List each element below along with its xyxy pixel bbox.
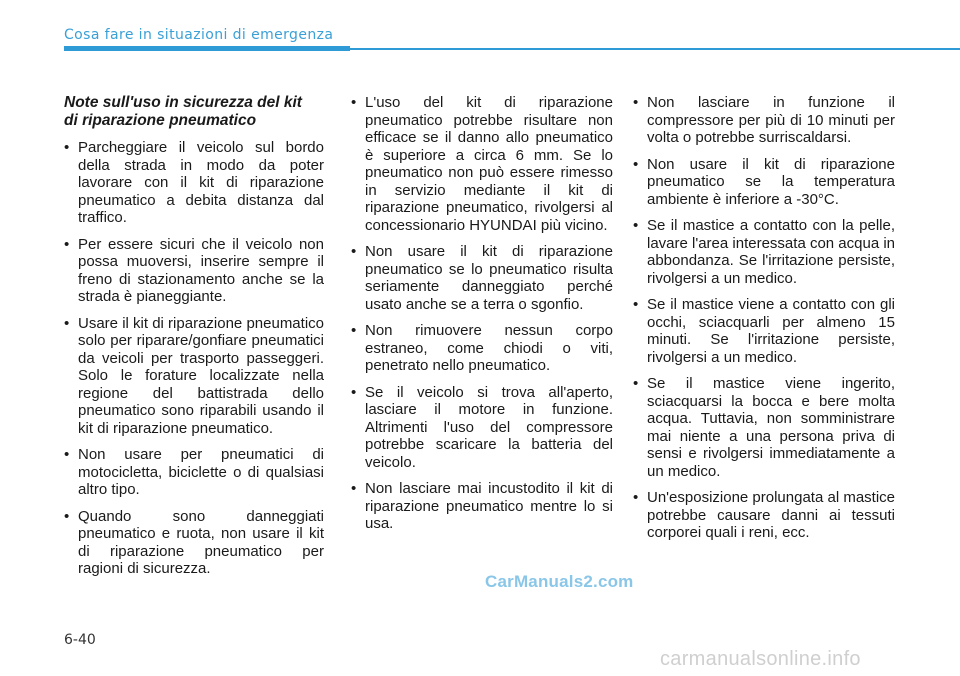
list-item: • Per essere sicuri che il veicolo non possa muoversi, inserire sempre il freno di stazionamento anche se la strada è pianeggiante. xyxy=(64,236,324,306)
list-item: • Non lasciare mai incustodito il kit di riparazione pneumatico mentre lo si usa. xyxy=(351,480,613,533)
list-item: • Usare il kit di riparazione pneumatico solo per riparare/gonfiare pneumatici da veicoli per trasporto passeggeri. Solo le forature localizzate nella regione del battistrada dello pneumatico sono riparabili usando il kit di riparazione pneumatico. xyxy=(64,315,324,438)
watermark-link-carmanuals2[interactable]: CarManuals2.com xyxy=(485,572,634,591)
bullet-list-3 xyxy=(633,94,895,542)
text-column-2 xyxy=(351,94,613,542)
list-item: • Se il mastice a contatto con la pelle, lavare l'area interessata con acqua in abbondanza. Se l'irritazione persiste, rivolgersi a un medico. xyxy=(633,217,895,287)
list-item: • Non usare il kit di riparazione pneumatico se lo pneumatico risulta seriamente danneggiato perché usato anche se a terra o sgonfio. xyxy=(351,243,613,313)
list-item: • Non lasciare in funzione il compressore per più di 10 minuti per volta o potrebbe surriscaldarsi. xyxy=(633,94,895,147)
list-item: • Non usare il kit di riparazione pneumatico se la temperatura ambiente è inferiore a -30°C. xyxy=(633,156,895,209)
list-item: • Un'esposizione prolungata al mastice potrebbe causare danni ai tessuti corporei quali i reni, ecc. xyxy=(633,489,895,542)
header-rule-thick xyxy=(64,46,350,51)
header-rule-thin xyxy=(350,48,960,50)
list-item: • Non usare per pneumatici di motocicletta, biciclette o di qualsiasi altro tipo. xyxy=(64,446,324,499)
text-column-3 xyxy=(633,94,895,551)
list-item: • L'uso del kit di riparazione pneumatico potrebbe risultare non efficace se il danno allo pneumatico è superiore a circa 6 mm. Se lo pneumatico non può essere rimesso in servizio mediante il kit di riparazione pneumatico, rivolgersi al concessionario HYUNDAI più vicino. xyxy=(351,94,613,234)
text-column-1 xyxy=(64,94,324,587)
list-item: • Se il mastice viene ingerito, sciacquarsi la bocca e bere molta acqua. Tuttavia, non somministrare mai niente a una persona priva di sensi e rivolgersi immediatamente a un medico. xyxy=(633,375,895,480)
page-header-title: Cosa fare in situazioni di emergenza xyxy=(64,27,334,43)
list-item: • Se il mastice viene a contatto con gli occhi, sciacquarli per almeno 15 minuti. Se l'irritazione persiste, rivolgersi a un medico. xyxy=(633,296,895,366)
list-item: • Quando sono danneggiati pneumatico e ruota, non usare il kit di riparazione pneumatico per ragioni di sicurezza. xyxy=(64,508,324,578)
list-item: • Se il veicolo si trova all'aperto, lasciare il motore in funzione. Altrimenti l'uso del compressore potrebbe scaricare la batteria del veicolo. xyxy=(351,384,613,472)
section-title: Note sull'uso in sicurezza del kit di riparazione pneumatico xyxy=(64,94,302,129)
list-item: • Non rimuovere nessun corpo estraneo, come chiodi o viti, penetrato nello pneumatico. xyxy=(351,322,613,375)
bullet-list-2 xyxy=(351,94,613,533)
list-item: • Parcheggiare il veicolo sul bordo della strada in modo da poter lavorare con il kit di riparazione pneumatico a debita distanza dal traffico. xyxy=(64,139,324,227)
bullet-list-1 xyxy=(64,139,324,578)
watermark-carmanualsonline: carmanualsonline.info xyxy=(660,648,861,670)
page-number: 6-40 xyxy=(64,632,96,648)
